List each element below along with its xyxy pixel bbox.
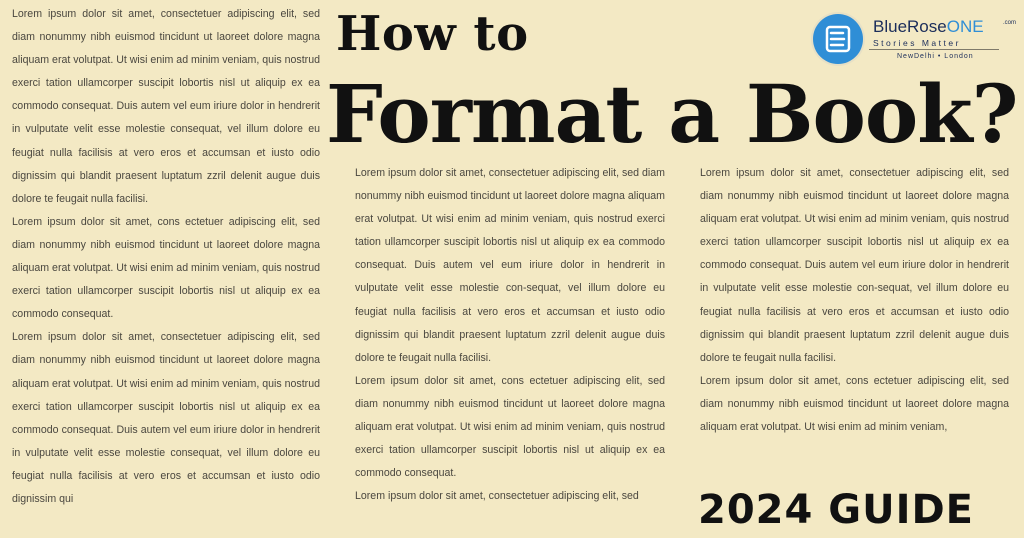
brand-name-main: BlueRose — [873, 17, 947, 36]
brand-locations: NewDelhi • London — [897, 53, 974, 60]
paragraph: Lorem ipsum dolor sit amet, consectetuer adipiscing elit, sed diam nonummy nibh euismod tincidunt ut laoreet dolore magna aliquam erat volutpat. Ut wisi enim ad minim veniam, quis nostrud exerci tation ullamcorper suscipit lobortis nisl ut aliquip ex ea commodo consequat. Duis autem vel eum iriure dolor in hendrerit in vulputate velit esse molestie consequat, vel illum dolore eu feugiat nulla facilisis at vero eros et accumsan et iusto odio dignissim qui — [12, 331, 320, 505]
paragraph: Lorem ipsum dolor sit amet, consectetuer adipiscing elit, sed diam nonummy nibh euismod tincidunt ut laoreet dolore magna aliquam erat volutpat. Ut wisi enim ad minim veniam, quis nostrud exerci tation ullamcorper suscipit lobortis nisl ut aliquip ex ea commodo consequat. Duis autem vel eum iriure dolor in hendrerit in vulputate velit esse molestie con-sequat, vel illum dolore eu feugiat nulla facilisis at vero eros et accumsan et iusto odio dignissim qui blandit praesent luptatum zzril delenit augue duis dolore te feugait nulla facilisi. — [700, 167, 1009, 364]
paragraph: Lorem ipsum dolor sit amet, cons ectetuer adipiscing elit, sed diam nonummy nibh euismod tincidunt ut laoreet dolore magna aliquam erat volutpat. Ut wisi enim ad minim veniam, — [700, 374, 1009, 434]
paragraph: Lorem ipsum dolor sit amet, cons ectetuer adipiscing elit, sed diam nonummy nibh euismod tincidunt ut laoreet dolore magna aliquam erat volutpat. Ut wisi enim ad minim veniam, quis nostrud exerci tation ullamcorper suscipit lobortis nisl ut aliquip ex ea commodo consequat. — [355, 374, 665, 480]
logo-divider — [869, 49, 999, 50]
brand-name-suffix: ONE — [946, 17, 984, 36]
book-b-icon — [813, 14, 863, 64]
text-column-left — [12, 3, 320, 511]
heading-line-1: How to — [336, 6, 529, 62]
paragraph: Lorem ipsum dolor sit amet, cons ectetuer adipiscing elit, sed diam nonummy nibh euismod tincidunt ut laoreet dolore magna aliquam erat volutpat. Ut wisi enim ad minim veniam, quis nostrud exerci tation ullamcorper suscipit lobortis nisl ut aliquip ex ea commodo consequat. — [12, 215, 320, 321]
brand-logo — [813, 14, 1017, 66]
text-column-middle — [355, 162, 665, 508]
heading-line-2: Format a Book? — [326, 67, 1018, 161]
guide-label: 2024 GUIDE — [698, 487, 974, 533]
brand-name — [873, 17, 984, 37]
text-column-right — [700, 162, 1009, 439]
brand-domain: .com — [1003, 20, 1017, 26]
brand-tagline: Stories Matter — [873, 38, 961, 48]
paragraph: Lorem ipsum dolor sit amet, consectetuer adipiscing elit, sed diam nonummy nibh euismod tincidunt ut laoreet dolore magna aliquam erat volutpat. Ut wisi enim ad minim veniam, quis nostrud exerci tation ullamcorper suscipit lobortis nisl ut aliquip ex ea commodo consequat. Duis autem vel eum iriure dolor in hendrerit in vulputate velit esse molestie consequat, vel illum dolore eu feugiat nulla facilisis at vero eros et accumsan et iusto odio dignissim qui blandit praesent luptatum zzril delenit augue duis dolore te feugait nulla facilisi. — [12, 8, 320, 205]
paragraph: Lorem ipsum dolor sit amet, consectetuer adipiscing elit, sed diam nonummy nibh euismod tincidunt ut laoreet dolore magna aliquam erat volutpat. Ut wisi enim ad minim veniam, quis nostrud exerci tation ullamcorper suscipit lobortis nisl ut aliquip ex ea commodo consequat. Duis autem vel eum iriure dolor in hendrerit in vulputate velit esse molestie con-sequat, vel illum dolore eu feugiat nulla facilisis at vero eros et accumsan et iusto odio dignissim qui blandit praesent luptatum zzril delenit augue duis dolore te feugait nulla facilisi. — [355, 167, 665, 364]
paragraph: Lorem ipsum dolor sit amet, consectetuer adipiscing elit, sed — [355, 490, 639, 503]
